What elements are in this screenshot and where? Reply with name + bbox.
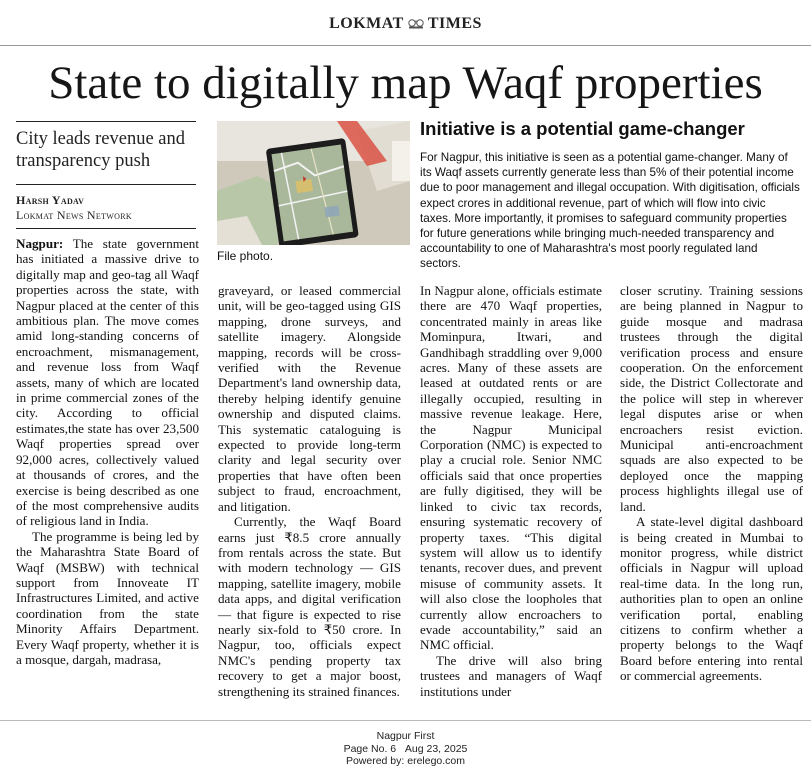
powered-by: Powered by: erelego.com <box>345 755 466 767</box>
paragraph-text: The state government has initiated a massive drive to digitally map and geo-tag all Waqf properties across the state, with Nagpur placed at the center of this ambitious plan. The move comes amid long-standing concerns of encroachment, mismanagement, and revenue loss from Waqf assets, many of which are located in prime commercial zones of the city. According to official estimates,the state has over 23,500 Waqf properties spread over 92,000 acres, collectively valued at thousands of crores, and the exercise is being described as one of the most comprehensive audits of religious land in India. <box>16 236 199 529</box>
article-paragraph: The drive will also bring trustees and managers of Waqf institutions under <box>420 652 602 699</box>
article-paragraph: graveyard, or leased commercial unit, will be geo-tagged using GIS mapping, drone surveys, and satellite imagery. Alongside mapping, records will be cross-verified with the Revenue Department's land ownership data, thereby helping identify genuine ownership and disputed claims. This systematic cataloguing is expected to provide long-term clarity and legal security over properties that have often been subject to fraud, encroachment, and litigation. <box>218 283 401 514</box>
brand-name-right: TIMES <box>427 15 482 32</box>
sidebar-body: For Nagpur, this initiative is seen as a potential game-changer. Many of its Waqf assets currently generate less than 5% of their potential income due to poor management and illegal occupation. With digitisation, officials expect crores in additional revenue, part of which will flow into civic taxes. More importantly, it promises to safeguard community properties for future generations while bringing much-needed transparency and accountability to one of Maharashtra's most poorly regulated land sectors. <box>420 151 800 271</box>
article-paragraph <box>16 236 199 529</box>
dateline: Nagpur: <box>16 236 64 251</box>
subhead-rule-bottom <box>16 184 196 185</box>
byline-rule <box>16 228 196 229</box>
article-paragraph: The programme is being led by the Maharashtra State Board of Waqf (MSBW) with technical support from Innoveate IT Infrastructures Limited, and active coordination from the state Minority Affairs Department. Every Waqf property, whether it is a mosque, dargah, madrasa, <box>16 528 199 667</box>
article-paragraph: closer scrutiny. Training sessions are being planned in Nagpur to guide mosque and madrasa trustees through the digital verification process and ensure cooperation. On the enforcement side, the District Collectorate and the police will step in wherever legal disputes arise or when encroachers resist eviction. Municipal anti-encroachment squads are also expected to be deployed once the mapping process highlights illegal use of land. <box>620 283 803 514</box>
sidebar-title: Initiative is a potential game-changer <box>420 118 745 139</box>
tablet-map-illustration <box>217 121 410 245</box>
byline <box>16 193 201 223</box>
page-number: Page No. 6 <box>343 742 397 755</box>
headline: State to digitally map Waqf properties <box>48 57 763 109</box>
edition-name: Nagpur First <box>376 730 435 742</box>
masthead-divider <box>0 45 811 46</box>
lion-emblem-icon <box>407 18 425 29</box>
article-photo <box>217 121 410 245</box>
article-paragraph: A state-level digital dashboard is being created in Mumbai to monitor progress, while district officials in Nagpur will upload real-time data. In the long run, authorities plan to open an online verification portal, enabling citizens to confirm whether a property belongs to the Waqf Board before entering into rental or commercial agreements. <box>620 514 803 684</box>
article-paragraph: Currently, the Waqf Board earns just ₹8.5 crore annually from rentals across the state. But with modern technology — GIS mapping, satellite imagery, mobile data apps, and digital verification — that figure is expected to rise nearly six-fold to ₹50 crore. In Nagpur, too, officials expect NMC's pending property tax recovery to get a major boost, strengthening its strained finances. <box>218 514 401 699</box>
article-column-1 <box>16 236 199 667</box>
author-organization: Lokmat News Network <box>16 208 132 222</box>
article-column-2 <box>218 283 401 699</box>
footer-divider <box>0 720 811 721</box>
author-name: Harsh Yadav <box>16 193 85 207</box>
page-footer <box>0 730 811 768</box>
brand-name-left: LOKMAT <box>329 15 404 32</box>
page-info <box>0 743 811 756</box>
article-column-3 <box>420 283 602 699</box>
photo-caption: File photo. <box>217 249 274 263</box>
subhead-rule-top <box>16 121 196 122</box>
masthead <box>0 0 811 46</box>
newspaper-brand <box>0 15 811 33</box>
publish-date: Aug 23, 2025 <box>404 742 468 755</box>
subhead: City leads revenue and transparency push <box>16 129 186 171</box>
article-column-4 <box>620 283 803 684</box>
article-paragraph: In Nagpur alone, officials estimate there are 470 Waqf properties, concentrated mainly in areas like Mominpura, Itwari, and Gandhibagh straddling over 9,000 acres. Many of these assets are leased at outdated rents or are illegally occupied, resulting in massive revenue leakage. Here, the Nagpur Municipal Corporation (NMC) is expected to play a crucial role. Senior NMC officials said that once properties are fully digitised, they will be linked to civic tax records, ensuring systematic recovery of property taxes. “This digital system will allow us to identify tenants, recover dues, and prevent misuse of community assets. It will also close the loopholes that currently allow encroachers to evade accountability,” said an NMC official. <box>420 283 602 653</box>
